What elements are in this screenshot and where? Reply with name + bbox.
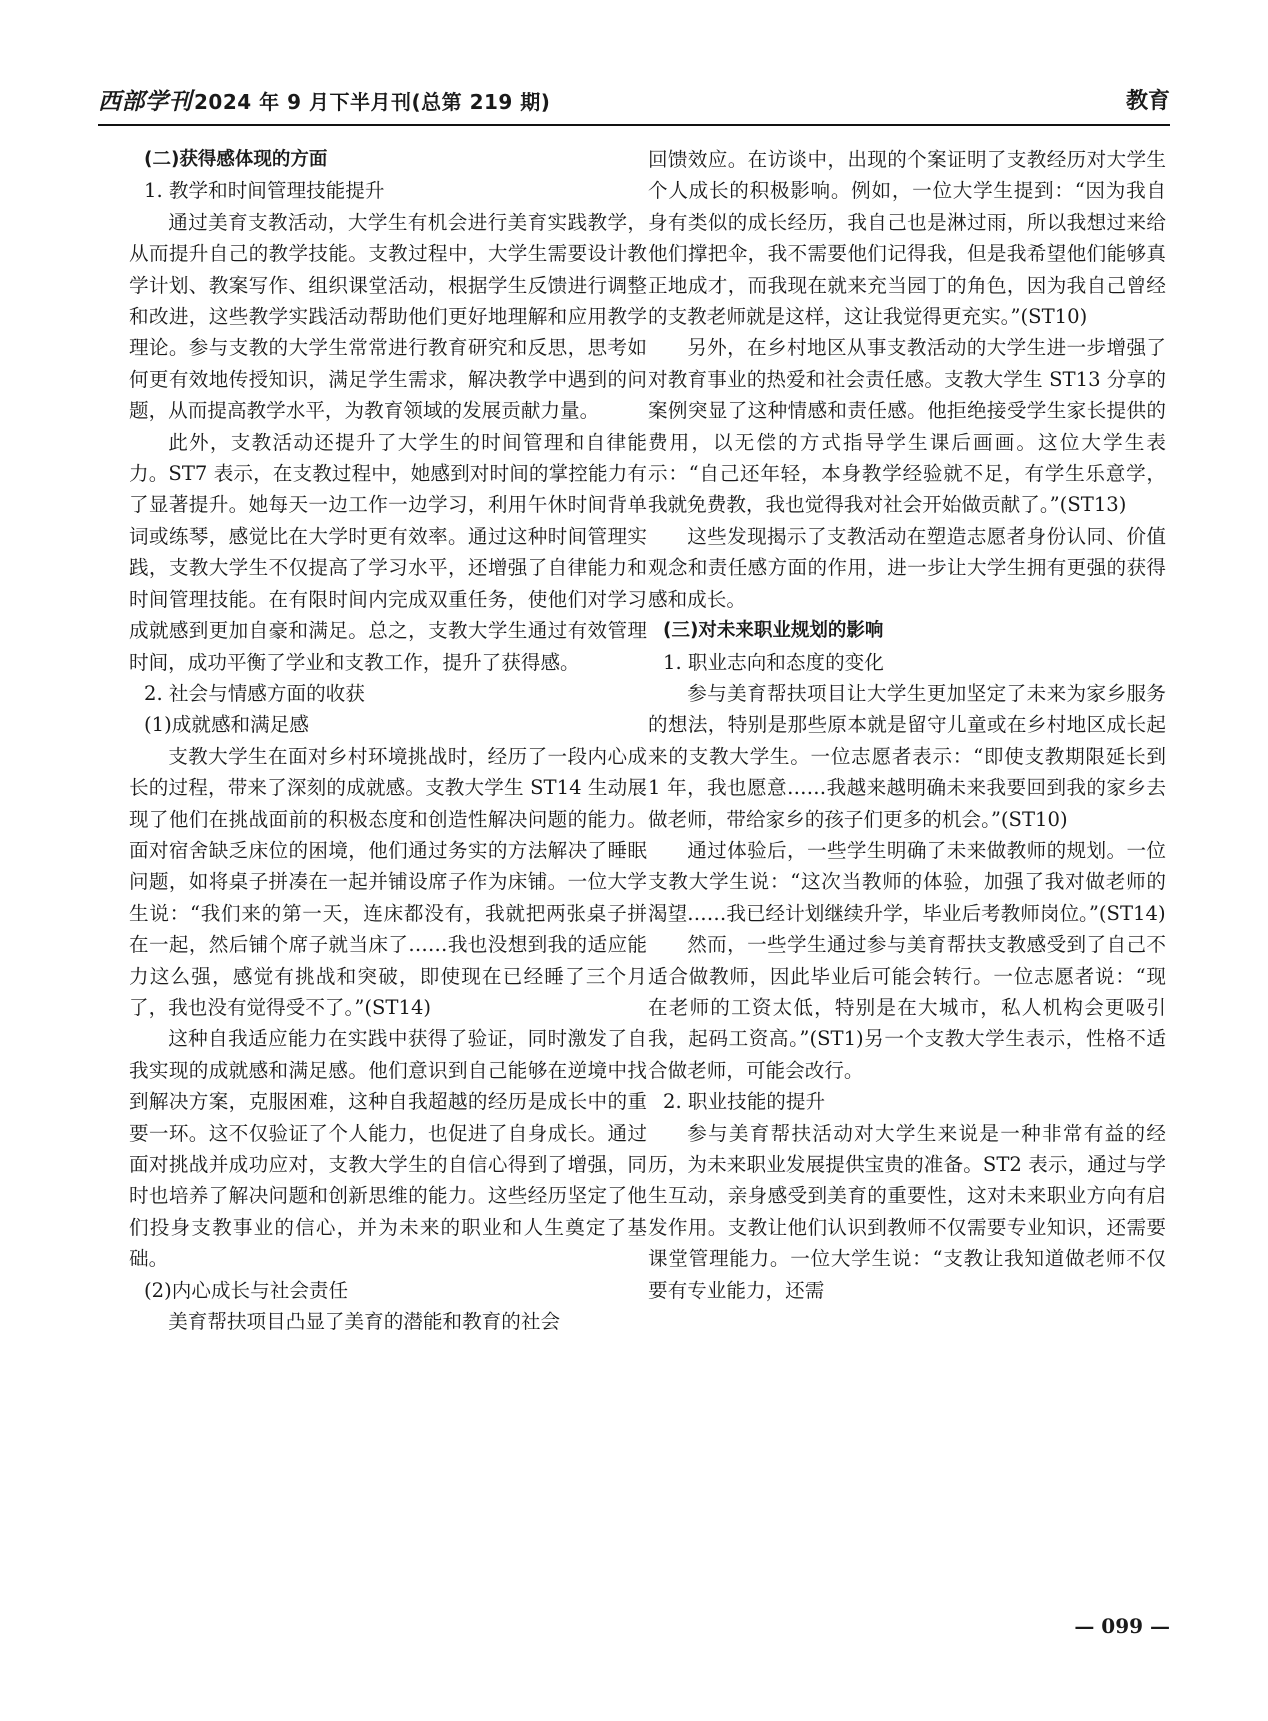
paragraph: 这些发现揭示了支教活动在塑造志愿者身份认同、价值观念和责任感方面的作用，进一步让大学生拥有更强的获得感和成长。	[648, 524, 1166, 611]
paragraph: 另外，在乡村地区从事支教活动的大学生进一步增强了对教育事业的热爱和社会责任感。支教大学生 ST13 分享的案例突显了这种情感和责任感。他拒绝接受学生家长提供的费用，以无偿的方式指导学生课后画画。这位大学生表示：“自己还年轻，本身教学经验就不足，有学生乐意学，我就免费教，我也觉得我对社会开始做贡献了。”(ST13)	[648, 336, 1166, 517]
page-number: — 099 —	[1074, 1614, 1170, 1638]
subheading-2-1: 1. 教学和时间管理技能提升	[144, 179, 385, 203]
paragraph: 此外，支教活动还提升了大学生的时间管理和自律能力。ST7 表示，在支教过程中，她感到对时间的掌控能力有了显著提升。她每天一边工作一边学习，利用午休时间背单词或练琴，感觉比在大学时更有效率。通过这种时间管理实践，支教大学生不仅提高了学习水平，还增强了自律能力和时间管理技能。在有限时间内完成双重任务，使他们对学习成就感到更加自豪和满足。总之，支教大学生通过有效管理时间，成功平衡了学业和支教工作，提升了获得感。	[129, 430, 647, 674]
left-column	[129, 144, 647, 1337]
subheading-3-2: 2. 职业技能的提升	[663, 1090, 826, 1114]
paragraph: 美育帮扶项目凸显了美育的潜能和教育的社会	[168, 1310, 561, 1334]
paragraph: 然而，一些学生通过参与美育帮扶支教感受到了自己不适合做教师，因此毕业后可能会转行。一位志愿者说：“现在老师的工资太低，特别是在大城市，私人机构会更吸引我，起码工资高。”(ST1)另一个支教大学生表示，性格不适合做老师，可能会改行。	[648, 933, 1166, 1082]
paragraph: 参与美育帮扶项目让大学生更加坚定了未来为家乡服务的想法，特别是那些原本就是留守儿童或在乡村地区成长起来的支教大学生。一位志愿者表示：“即使支教期限延长到 1 年，我也愿意……我越来越明确未来我要回到我的家乡去做老师，带给家乡的孩子们更多的机会。”(ST10)	[648, 681, 1166, 831]
paragraph: 参与美育帮扶活动对大学生来说是一种非常有益的经历，为未来职业发展提供宝贵的准备。ST2 表示，通过与学生互动，亲身感受到美育的重要性，这对未来职业方向有启发作用。支教让他们认识到教师不仅需要专业知识，还需要课堂管理能力。一位大学生说：“支教让我知道做老师不仅要有专业能力，还需	[648, 1121, 1166, 1302]
paragraph: 通过体验后，一些学生明确了未来做教师的规划。一位支教大学生说：“这次当教师的体验，加强了我对做老师的渴望……我已经计划继续升学，毕业后考教师岗位。”(ST14)	[648, 838, 1166, 925]
paragraph: 这种自我适应能力在实践中获得了验证，同时激发了自我实现的成就感和满足感。他们意识到自己能够在逆境中找到解决方案，克服困难，这种自我超越的经历是成长中的重要一环。这不仅验证了个人能力，也促进了自身成长。通过面对挑战并成功应对，支教大学生的自信心得到了增强，同时也培养了解决问题和创新思维的能力。这些经历坚定了他们投身支教事业的信心，并为未来的职业和人生奠定了基础。	[129, 1027, 647, 1271]
subheading-2-2-2: (2)内心成长与社会责任	[144, 1278, 349, 1302]
subheading-3-1: 1. 职业志向和态度的变化	[663, 650, 884, 674]
paragraph: 回馈效应。在访谈中，出现的个案证明了支教经历对大学生个人成长的积极影响。例如，一位大学生提到：“因为我自身有类似的成长经历，我自己也是淋过雨，所以我想过来给他们撑把伞，我不需要他们记得我，但是我希望他们能够真正地成才，而我现在就来充当园丁的角色，因为我自己曾经的支教老师就是这样，这让我觉得更充实。”(ST10)	[648, 148, 1166, 329]
running-header	[98, 88, 1170, 126]
section-label: 教育	[1125, 89, 1170, 114]
paragraph: 通过美育支教活动，大学生有机会进行美育实践教学，从而提升自己的教学技能。支教过程中，大学生需要设计教学计划、教案写作、组织课堂活动，根据学生反馈进行调整和改进，这些教学实践活动帮助他们更好地理解和应用教学理论。参与支教的大学生常常进行教育研究和反思，思考如何更有效地传授知识，满足学生需求，解决教学中遇到的问题，从而提高教学水平，为教育领域的发展贡献力量。	[129, 210, 647, 423]
subheading-2-2: 2. 社会与情感方面的收获	[144, 681, 365, 705]
right-column	[648, 144, 1166, 1306]
issue-info: 2024 年 9 月下半月刊(总第 219 期)	[194, 90, 551, 114]
section-heading-3: (三)对未来职业规划的影响	[663, 620, 884, 642]
subheading-2-2-1: (1)成就感和满足感	[144, 713, 309, 737]
paragraph: 支教大学生在面对乡村环境挑战时，经历了一段内心成长的过程，带来了深刻的成就感。支教大学生 ST14 生动展现了他们在挑战面前的积极态度和创造性解决问题的能力。面对宿舍缺乏床位的困境，他们通过务实的方法解决了睡眠问题，如将桌子拼凑在一起并铺设席子作为床铺。一位大学生说：“我们来的第一天，连床都没有，我就把两张桌子拼在一起，然后铺个席子就当床了……我也没想到我的适应能力这么强，感觉有挑战和突破，即使现在已经睡了三个月了，我也没有觉得受不了。”(ST14)	[129, 744, 647, 1019]
journal-logo: 西部学刊	[98, 88, 192, 115]
journal-issue-line	[98, 88, 550, 116]
section-heading-2: (二)获得感体现的方面	[144, 149, 328, 170]
